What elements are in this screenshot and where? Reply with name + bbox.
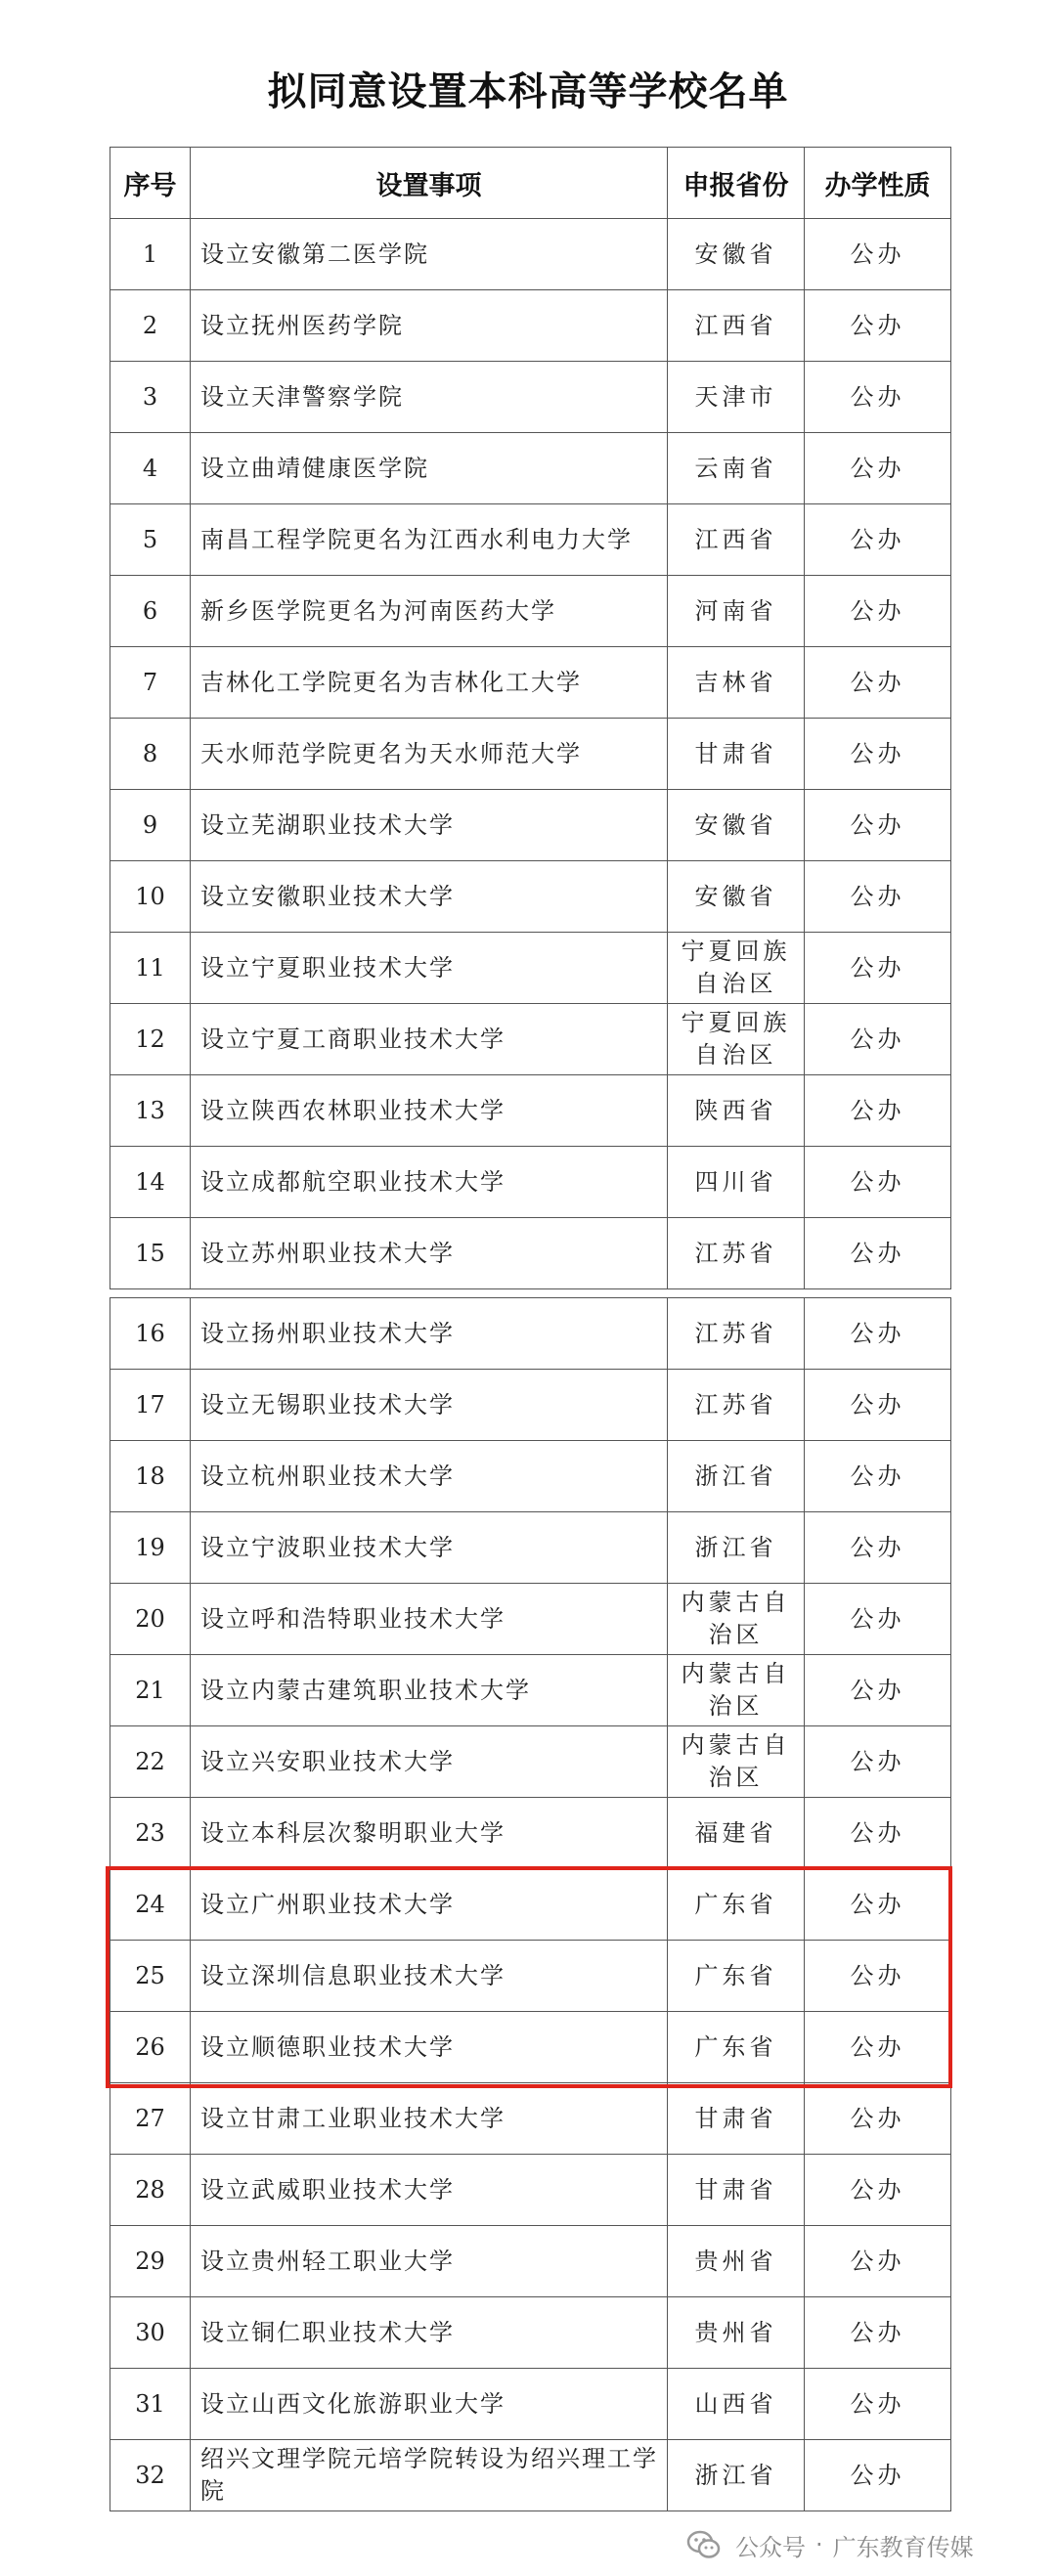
row-province: 甘肃省 (668, 719, 805, 790)
row-item: 设立宁夏职业技术大学 (191, 933, 668, 1004)
row-province: 吉林省 (668, 647, 805, 719)
row-number: 26 (110, 2012, 191, 2083)
row-school-type: 公办 (805, 1147, 951, 1218)
table-row (110, 1147, 951, 1218)
row-number: 17 (110, 1370, 191, 1441)
row-province: 浙江省 (668, 2440, 805, 2511)
row-school-type: 公办 (805, 1798, 951, 1869)
row-province: 江苏省 (668, 1370, 805, 1441)
row-number: 12 (110, 1004, 191, 1075)
watermark-account: 广东教育传媒 (832, 2533, 974, 2561)
row-item: 设立内蒙古建筑职业技术大学 (191, 1655, 668, 1726)
row-number: 14 (110, 1147, 191, 1218)
table-header-row (110, 148, 951, 219)
table-row (110, 1218, 951, 1289)
row-school-type: 公办 (805, 2083, 951, 2155)
row-province: 天津市 (668, 362, 805, 433)
table-row (110, 2226, 951, 2297)
row-number: 16 (110, 1298, 191, 1370)
row-number: 27 (110, 2083, 191, 2155)
row-number: 23 (110, 1798, 191, 1869)
row-item: 南昌工程学院更名为江西水利电力大学 (191, 504, 668, 576)
row-province: 广东省 (668, 1941, 805, 2012)
row-item: 设立山西文化旅游职业大学 (191, 2369, 668, 2440)
row-school-type: 公办 (805, 1869, 951, 1941)
table-row (110, 719, 951, 790)
row-number: 8 (110, 719, 191, 790)
table-row (110, 1512, 951, 1584)
row-number: 31 (110, 2369, 191, 2440)
row-number: 5 (110, 504, 191, 576)
table-row (110, 1584, 951, 1655)
table-row (110, 1370, 951, 1441)
table-row (110, 933, 951, 1004)
row-item: 设立宁夏工商职业技术大学 (191, 1004, 668, 1075)
header-item: 设置事项 (191, 148, 668, 219)
row-province: 安徽省 (668, 861, 805, 933)
watermark (684, 2521, 1036, 2568)
row-province: 甘肃省 (668, 2083, 805, 2155)
row-province: 宁夏回族自治区 (668, 1004, 805, 1075)
table-row (110, 1798, 951, 1869)
row-number: 30 (110, 2297, 191, 2369)
row-province: 浙江省 (668, 1512, 805, 1584)
row-province: 广东省 (668, 2012, 805, 2083)
table-row (110, 1441, 951, 1512)
row-item: 设立呼和浩特职业技术大学 (191, 1584, 668, 1655)
table-row (110, 861, 951, 933)
row-province: 安徽省 (668, 219, 805, 290)
row-school-type: 公办 (805, 647, 951, 719)
row-item: 绍兴文理学院元培学院转设为绍兴理工学院 (191, 2440, 668, 2511)
guangdong-highlight-box (106, 1866, 952, 2088)
row-school-type: 公办 (805, 433, 951, 504)
row-province: 内蒙古自治区 (668, 1655, 805, 1726)
table-row (110, 2369, 951, 2440)
row-province: 四川省 (668, 1147, 805, 1218)
row-number: 25 (110, 1941, 191, 2012)
table-row (110, 576, 951, 647)
row-school-type: 公办 (805, 576, 951, 647)
row-number: 7 (110, 647, 191, 719)
watermark-label: 公众号 (735, 2533, 806, 2561)
table-row (110, 2297, 951, 2369)
row-school-type: 公办 (805, 719, 951, 790)
row-province: 宁夏回族自治区 (668, 933, 805, 1004)
row-number: 20 (110, 1584, 191, 1655)
row-province: 福建省 (668, 1798, 805, 1869)
row-school-type: 公办 (805, 290, 951, 362)
row-school-type: 公办 (805, 1584, 951, 1655)
table-row (110, 362, 951, 433)
row-number: 28 (110, 2155, 191, 2226)
row-item: 设立宁波职业技术大学 (191, 1512, 668, 1584)
row-province: 江西省 (668, 290, 805, 362)
row-number: 21 (110, 1655, 191, 1726)
row-item: 设立本科层次黎明职业大学 (191, 1798, 668, 1869)
table-row (110, 1298, 951, 1370)
row-item: 设立无锡职业技术大学 (191, 1370, 668, 1441)
row-item: 设立曲靖健康医学院 (191, 433, 668, 504)
table-row (110, 1075, 951, 1147)
row-item: 设立天津警察学院 (191, 362, 668, 433)
row-province: 内蒙古自治区 (668, 1584, 805, 1655)
row-number: 29 (110, 2226, 191, 2297)
row-school-type: 公办 (805, 1298, 951, 1370)
row-province: 贵州省 (668, 2226, 805, 2297)
watermark-separator: · (815, 2531, 823, 2558)
row-item: 设立铜仁职业技术大学 (191, 2297, 668, 2369)
row-school-type: 公办 (805, 1941, 951, 2012)
table-row (110, 1726, 951, 1798)
table-row (110, 790, 951, 861)
header-school-type: 办学性质 (805, 148, 951, 219)
row-school-type: 公办 (805, 1370, 951, 1441)
row-school-type: 公办 (805, 2369, 951, 2440)
row-item: 设立扬州职业技术大学 (191, 1298, 668, 1370)
row-item: 设立芜湖职业技术大学 (191, 790, 668, 861)
row-item: 设立甘肃工业职业技术大学 (191, 2083, 668, 2155)
row-number: 6 (110, 576, 191, 647)
row-item: 设立成都航空职业技术大学 (191, 1147, 668, 1218)
row-item: 设立顺德职业技术大学 (191, 2012, 668, 2083)
row-school-type: 公办 (805, 504, 951, 576)
row-school-type: 公办 (805, 1075, 951, 1147)
row-province: 贵州省 (668, 2297, 805, 2369)
row-school-type: 公办 (805, 1655, 951, 1726)
table-row (110, 647, 951, 719)
table-row (110, 433, 951, 504)
row-item: 设立抚州医药学院 (191, 290, 668, 362)
row-number: 19 (110, 1512, 191, 1584)
table-row (110, 504, 951, 576)
row-number: 13 (110, 1075, 191, 1147)
header-province: 申报省份 (668, 148, 805, 219)
row-school-type: 公办 (805, 2226, 951, 2297)
row-number: 1 (110, 219, 191, 290)
row-number: 32 (110, 2440, 191, 2511)
row-number: 15 (110, 1218, 191, 1289)
row-item: 设立安徽职业技术大学 (191, 861, 668, 933)
row-item: 设立武威职业技术大学 (191, 2155, 668, 2226)
header-number: 序号 (110, 148, 191, 219)
row-item: 设立深圳信息职业技术大学 (191, 1941, 668, 2012)
row-number: 11 (110, 933, 191, 1004)
row-number: 2 (110, 290, 191, 362)
row-item: 新乡医学院更名为河南医药大学 (191, 576, 668, 647)
row-number: 4 (110, 433, 191, 504)
row-province: 甘肃省 (668, 2155, 805, 2226)
row-province: 河南省 (668, 576, 805, 647)
row-school-type: 公办 (805, 1512, 951, 1584)
row-item: 天水师范学院更名为天水师范大学 (191, 719, 668, 790)
row-province: 陕西省 (668, 1075, 805, 1147)
page-title: 拟同意设置本科高等学校名单 (267, 69, 789, 114)
row-school-type: 公办 (805, 2440, 951, 2511)
row-item: 设立安徽第二医学院 (191, 219, 668, 290)
row-school-type: 公办 (805, 1218, 951, 1289)
row-school-type: 公办 (805, 2012, 951, 2083)
row-school-type: 公办 (805, 2155, 951, 2226)
row-item: 设立广州职业技术大学 (191, 1869, 668, 1941)
table-row (110, 1655, 951, 1726)
row-province: 江苏省 (668, 1218, 805, 1289)
row-province: 云南省 (668, 433, 805, 504)
row-province: 安徽省 (668, 790, 805, 861)
row-item: 吉林化工学院更名为吉林化工大学 (191, 647, 668, 719)
row-number: 18 (110, 1441, 191, 1512)
row-number: 3 (110, 362, 191, 433)
row-item: 设立兴安职业技术大学 (191, 1726, 668, 1798)
row-item: 设立杭州职业技术大学 (191, 1441, 668, 1512)
table-row (110, 219, 951, 290)
row-province: 江苏省 (668, 1298, 805, 1370)
school-list-table-part1 (110, 147, 951, 1289)
wechat-icon (684, 2525, 724, 2564)
row-number: 22 (110, 1726, 191, 1798)
row-school-type: 公办 (805, 861, 951, 933)
table-row (110, 1004, 951, 1075)
row-item: 设立贵州轻工职业大学 (191, 2226, 668, 2297)
row-item: 设立苏州职业技术大学 (191, 1218, 668, 1289)
row-school-type: 公办 (805, 2297, 951, 2369)
row-school-type: 公办 (805, 362, 951, 433)
table-row (110, 290, 951, 362)
row-school-type: 公办 (805, 790, 951, 861)
row-school-type: 公办 (805, 219, 951, 290)
row-school-type: 公办 (805, 1004, 951, 1075)
row-school-type: 公办 (805, 933, 951, 1004)
table-row (110, 2440, 951, 2511)
row-province: 江西省 (668, 504, 805, 576)
row-province: 内蒙古自治区 (668, 1726, 805, 1798)
row-number: 9 (110, 790, 191, 861)
row-province: 广东省 (668, 1869, 805, 1941)
row-province: 浙江省 (668, 1441, 805, 1512)
row-school-type: 公办 (805, 1441, 951, 1512)
table-row (110, 2083, 951, 2155)
row-number: 24 (110, 1869, 191, 1941)
row-school-type: 公办 (805, 1726, 951, 1798)
table-row (110, 2155, 951, 2226)
row-number: 10 (110, 861, 191, 933)
row-province: 山西省 (668, 2369, 805, 2440)
row-item: 设立陕西农林职业技术大学 (191, 1075, 668, 1147)
